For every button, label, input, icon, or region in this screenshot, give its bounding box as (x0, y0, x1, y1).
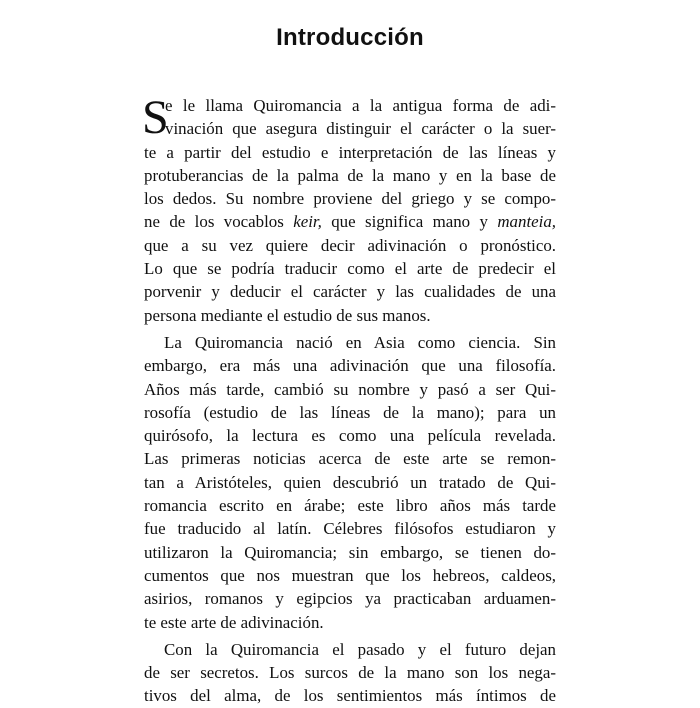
italic-term: keir, (293, 212, 322, 232)
paragraph-1 (142, 91, 556, 327)
text-line: asirios, romanos y egipcios ya practicaban arduamen- (144, 589, 556, 609)
text-line: vinación que asegura distinguir el carácter o la suer- (165, 119, 556, 139)
text-line: que a su vez quiere decir adivinación o pronóstico. (144, 235, 556, 255)
italic-term: manteia, (497, 212, 556, 232)
text-segment: ne de los vocablos (144, 212, 294, 232)
text-line: de ser secretos. Los surcos de la mano son los nega- (144, 663, 556, 683)
drop-cap: S (142, 91, 169, 144)
page-title: Introducción (276, 24, 424, 51)
text-line: quirósofo, la lectura es como una película revelada. (144, 426, 556, 446)
text-line: cumentos que nos muestran que los hebreos, caldeos, (144, 565, 556, 585)
text-line: los dedos. Su nombre proviene del griego y se compo- (144, 189, 556, 209)
text-segment: que significa mano y (321, 212, 498, 232)
text-line: Años más tarde, cambió su nombre y pasó a ser Qui- (144, 379, 556, 399)
text-line: romancia escrito en árabe; este libro años más tarde (144, 496, 556, 516)
text-line: te este arte de adivinación. (144, 612, 324, 632)
text-line: fue traducido al latín. Célebres filósofos estudiaron y (144, 519, 556, 539)
text-line (144, 210, 556, 233)
text-line: persona mediante el estudio de sus manos. (144, 305, 431, 325)
text-line: La Quiromancia nació en Asia como ciencia. Sin (164, 332, 556, 352)
text-line: embargo, era más una adivinación que una filosofía. (144, 356, 556, 376)
body-text (142, 91, 556, 708)
text-line: tivos del alma, de los sentimientos más íntimos de (144, 686, 556, 706)
paragraph-2 (144, 331, 556, 634)
text-line: rosofía (estudio de las líneas de la mano); para un (144, 402, 556, 422)
text-line: Con la Quiromancia el pasado y el futuro dejan (164, 639, 556, 659)
text-line: tan a Aristóteles, quien descubrió un tratado de Qui- (144, 472, 556, 492)
text-line: te a partir del estudio e interpretación de las líneas y (144, 142, 556, 162)
text-line: e le llama Quiromancia a la antigua forma de adi- (165, 96, 556, 115)
text-line: Las primeras noticias acerca de este arte se remon- (144, 449, 556, 469)
text-line: Lo que se podría traducir como el arte de predecir el (144, 259, 556, 279)
paragraph-3 (144, 638, 556, 708)
text-line: utilizaron la Quiromancia; sin embargo, se tienen do- (144, 542, 556, 562)
text-line: porvenir y deducir el carácter y las cualidades de una (144, 282, 556, 302)
text-line: protuberancias de la palma de la mano y en la base de (144, 165, 556, 185)
